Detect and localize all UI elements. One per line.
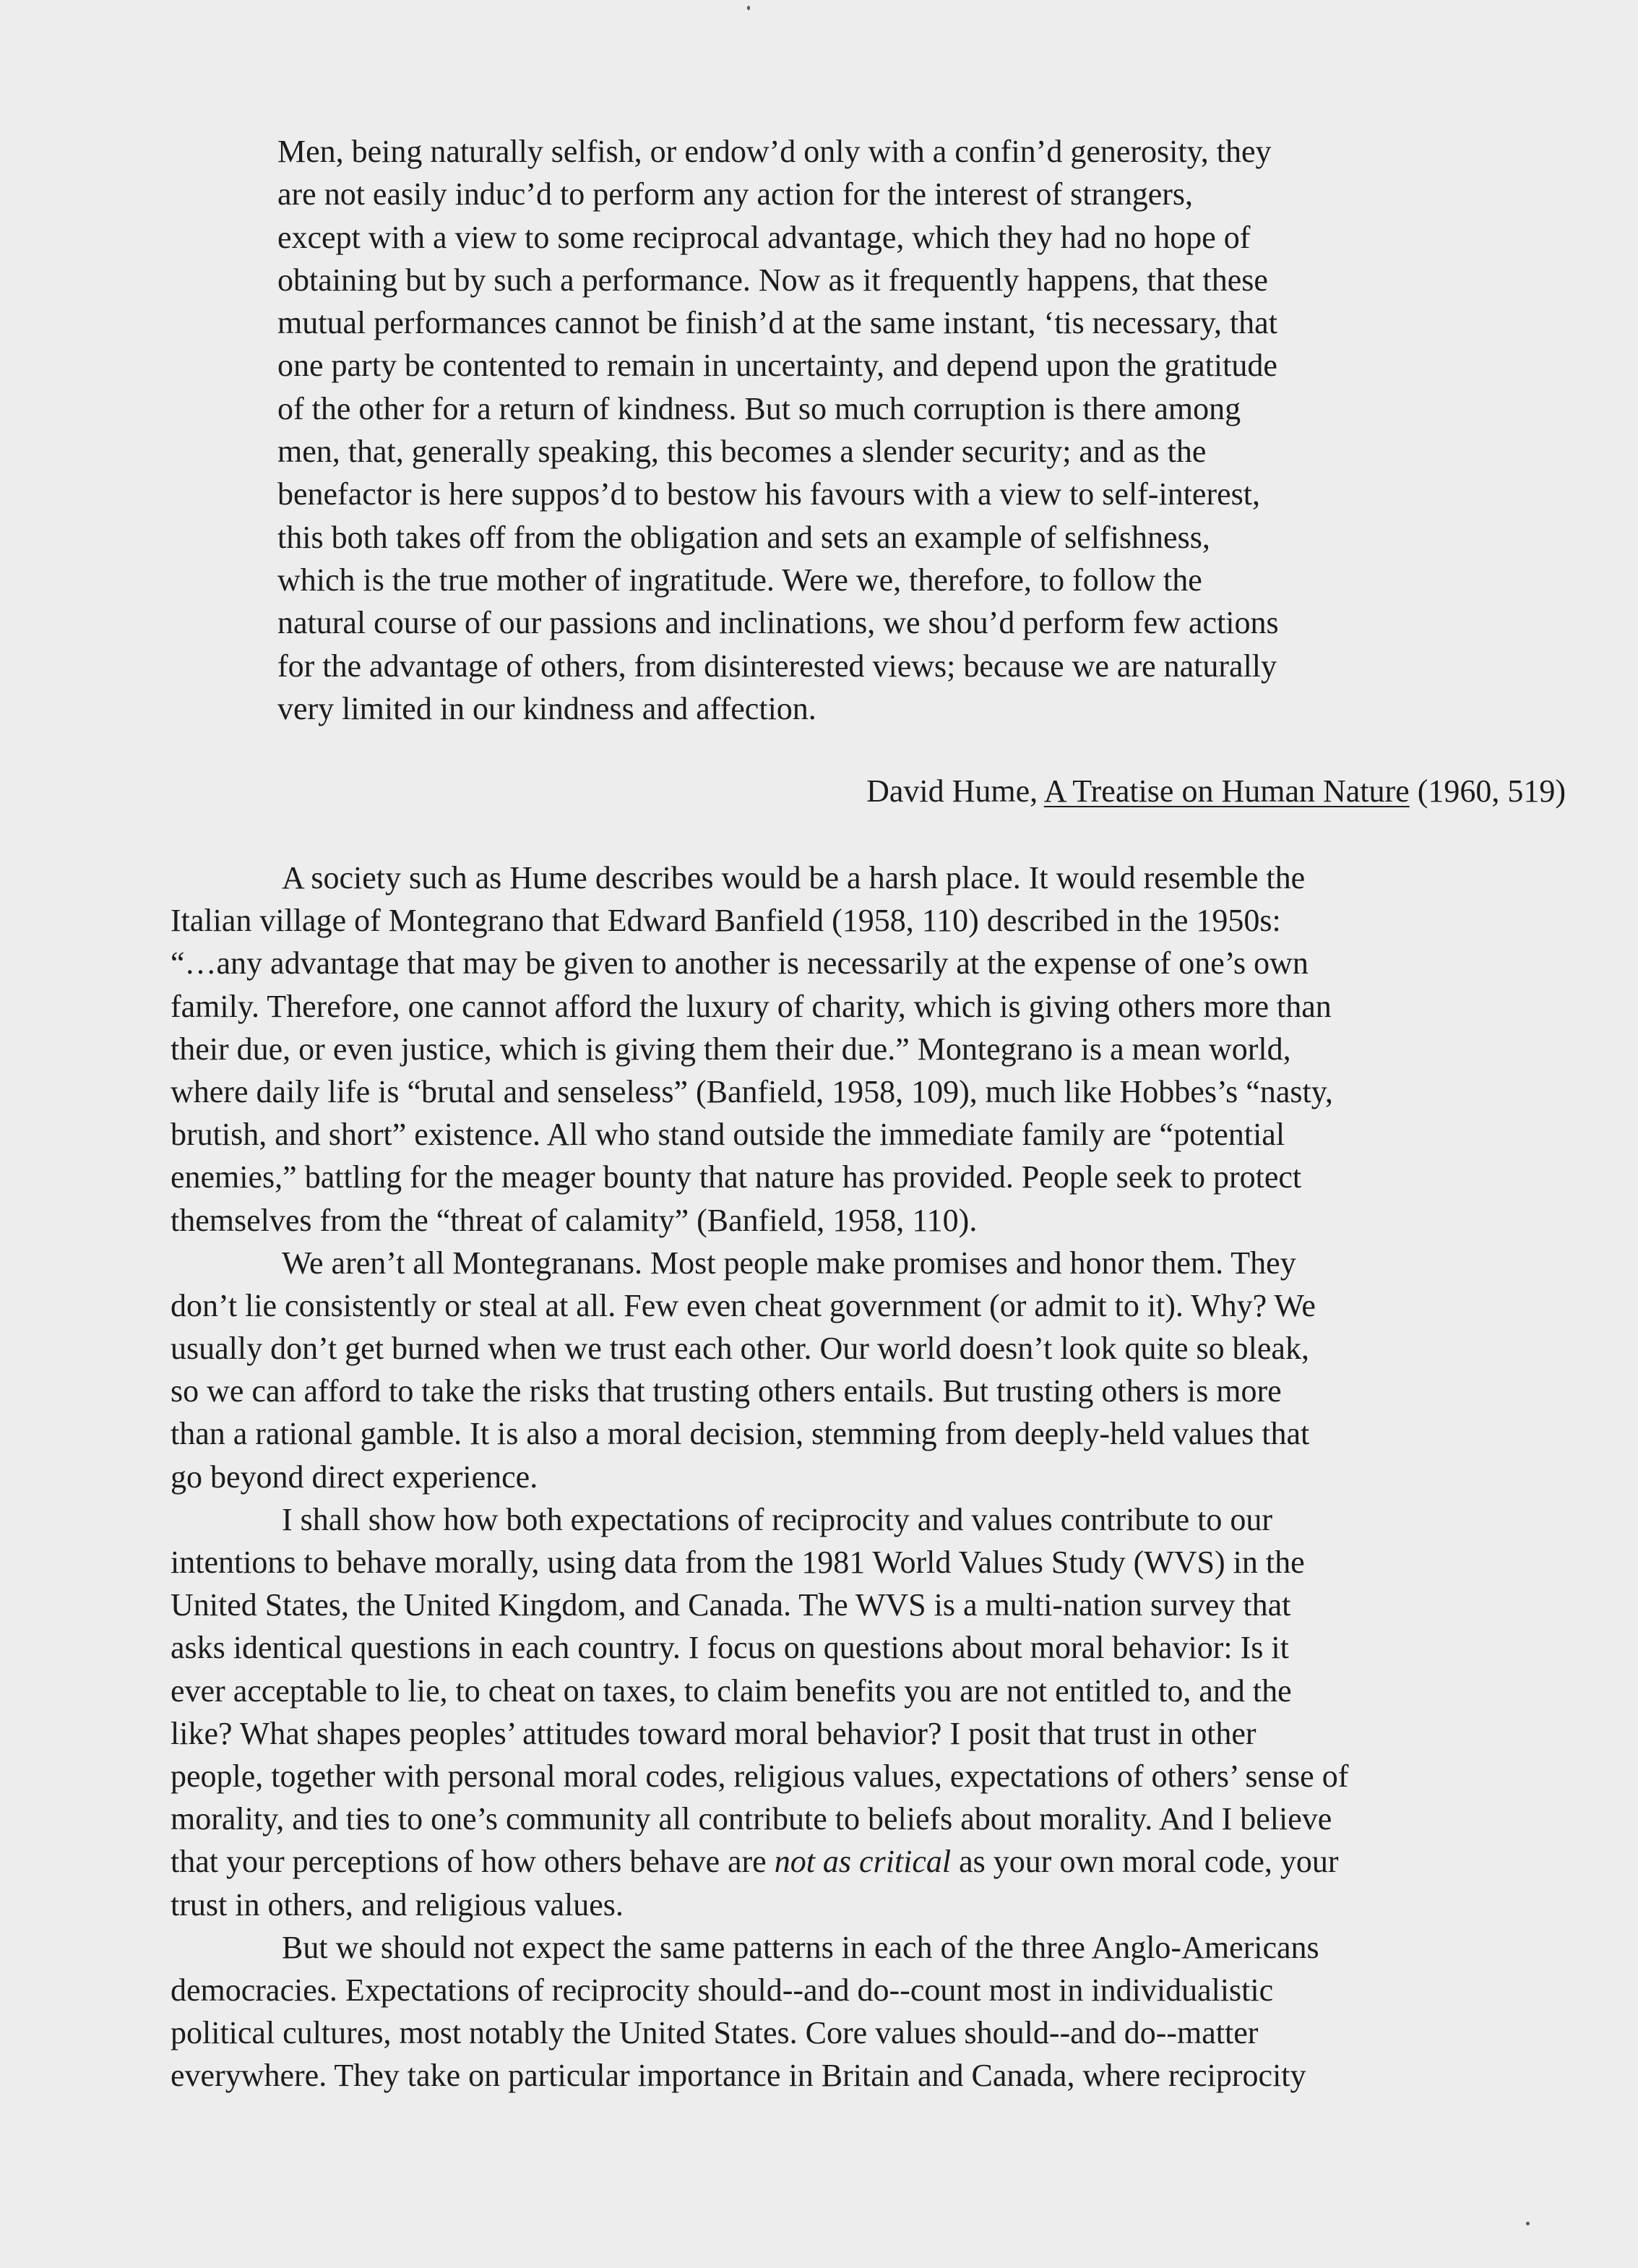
epigraph-line: except with a view to some reciprocal advantage, which they had no hope of [277, 219, 1251, 255]
body-line-text: “…any advantage that may be given to another is necessarily at the expense of one’s own [171, 945, 1309, 981]
epigraph-line: mutual performances cannot be finish’d at the same instant, ‘tis necessary, that [277, 305, 1277, 341]
body-line [171, 1755, 1601, 1797]
scan-speck [1526, 2222, 1530, 2225]
body-line-text: everywhere. They take on particular importance in Britain and Canada, where reciprocity [171, 2058, 1306, 2094]
body-line-text: morality, and ties to one’s community all contribute to beliefs about morality. And I believe [171, 1801, 1332, 1837]
body-line-text: I shall show how both expectations of reciprocity and values contribute to our [282, 1501, 1272, 1537]
body-line [171, 1199, 1601, 1242]
body-line-text: so we can afford to take the risks that trusting others entails. But trusting others is more [171, 1373, 1282, 1409]
body-line [171, 1070, 1601, 1113]
body-line [171, 942, 1601, 984]
body-line [171, 1412, 1601, 1455]
body-text [171, 856, 1601, 2097]
epigraph-line: one party be contented to remain in uncertainty, and depend upon the gratitude [277, 348, 1277, 384]
body-line-text: like? What shapes peoples’ attitudes toward moral behavior? I posit that trust in other [171, 1715, 1256, 1751]
body-line-text: than a rational gamble. It is also a moral decision, stemming from deeply-held values that [171, 1416, 1310, 1452]
body-line [171, 2011, 1601, 2054]
body-line [171, 1584, 1601, 1626]
body-line-text: enemies,” battling for the meager bounty that nature has provided. People seek to protect [171, 1159, 1302, 1195]
body-line [171, 1541, 1601, 1584]
body-line-text: But we should not expect the same patterns in each of the three Anglo-Americans [282, 1929, 1319, 1965]
body-line-text: where daily life is “brutal and senseless” (Banfield, 1958, 109), much like Hobbes’s “nasty, [171, 1073, 1333, 1109]
body-line-text: as your own moral code, your [951, 1844, 1339, 1880]
body-line [171, 1797, 1601, 1840]
body-line-text: themselves from the “threat of calamity” (Banfield, 1958, 110). [171, 1202, 978, 1238]
epigraph-line: very limited in our kindness and affection. [277, 690, 816, 726]
body-line [171, 1840, 1601, 1883]
hume-epigraph [277, 130, 1506, 730]
epigraph-line: men, that, generally speaking, this becomes a slender security; and as the [277, 434, 1207, 470]
paragraph-first-line [171, 1498, 1601, 1541]
epigraph-line: natural course of our passions and inclinations, we shou’d perform few actions [277, 605, 1279, 641]
body-line [171, 1883, 1601, 1926]
body-line [171, 1670, 1601, 1712]
body-line [171, 899, 1601, 942]
body-line-text: trust in others, and religious values. [171, 1886, 624, 1923]
epigraph-line: obtaining but by such a performance. Now as it frequently happens, that these [277, 262, 1268, 298]
body-line-text: asks identical questions in each country. I focus on questions about moral behavior: Is it [171, 1630, 1289, 1666]
epigraph-line: which is the true mother of ingratitude. Were we, therefore, to follow the [277, 562, 1202, 598]
body-line [171, 1113, 1601, 1156]
body-line [171, 1284, 1601, 1327]
body-line-text: don’t lie consistently or steal at all. Few even cheat government (or admit to it). Why? We [171, 1287, 1316, 1323]
body-line-text: go beyond direct experience. [171, 1459, 538, 1495]
epigraph-line: for the advantage of others, from disinterested views; because we are naturally [277, 648, 1277, 684]
attribution-book-title: A Treatise on Human Nature [1043, 773, 1410, 809]
paragraph-first-line [171, 1242, 1601, 1284]
emphasis-text: not as critical [774, 1844, 952, 1880]
attribution-author: David Hume, [866, 773, 1044, 809]
body-line-text: We aren’t all Montegranans. Most people make promises and honor them. They [282, 1245, 1296, 1281]
body-line [171, 2054, 1601, 2097]
body-line-text: brutish, and short” existence. All who stand outside the immediate family are “potential [171, 1117, 1285, 1153]
body-line-text: ever acceptable to lie, to cheat on taxes, to claim benefits you are not entitled to, and the [171, 1672, 1292, 1709]
body-line [171, 1456, 1601, 1498]
body-line [171, 1156, 1601, 1198]
epigraph-line: this both takes off from the obligation and sets an example of selfishness, [277, 519, 1210, 555]
body-line-text: Italian village of Montegrano that Edward Banfield (1958, 110) described in the 1950s: [171, 903, 1281, 939]
body-line [171, 1370, 1601, 1412]
paragraph-first-line [171, 1926, 1601, 1969]
body-line [171, 1327, 1601, 1370]
body-line-text: that your perceptions of how others behave are [171, 1844, 775, 1880]
body-line-text: people, together with personal moral codes, religious values, expectations of others’ sense of [171, 1758, 1349, 1794]
scan-speck [747, 6, 750, 10]
body-line [171, 985, 1601, 1028]
body-line-text: A society such as Hume describes would be a harsh place. It would resemble the [282, 860, 1306, 895]
body-line-text: democracies. Expectations of reciprocity should--and do--count most in individualistic [171, 1972, 1274, 2008]
epigraph-attribution [866, 770, 1566, 813]
attribution-citation: (1960, 519) [1409, 773, 1566, 809]
body-line [171, 1626, 1601, 1669]
body-line [171, 1028, 1601, 1070]
paragraph-first-line [171, 856, 1601, 899]
epigraph-line: are not easily induc’d to perform any action for the interest of strangers, [277, 176, 1193, 212]
body-line-text: intentions to behave morally, using data from the 1981 World Values Study (WVS) in the [171, 1545, 1305, 1580]
body-line-text: usually don’t get burned when we trust each other. Our world doesn’t look quite so bleak, [171, 1331, 1309, 1367]
body-line [171, 1712, 1601, 1755]
body-line-text: political cultures, most notably the United States. Core values should--and do--matter [171, 2015, 1259, 2051]
body-line-text: United States, the United Kingdom, and Canada. The WVS is a multi-nation survey that [171, 1587, 1291, 1623]
body-line-text: their due, or even justice, which is giving them their due.” Montegrano is a mean world, [171, 1031, 1291, 1067]
epigraph-line: of the other for a return of kindness. But so much corruption is there among [277, 390, 1241, 426]
epigraph-line: Men, being naturally selfish, or endow’d only with a confin’d generosity, they [277, 134, 1272, 169]
body-line-text: family. Therefore, one cannot afford the luxury of charity, which is giving others more than [171, 988, 1332, 1024]
epigraph-line: benefactor is here suppos’d to bestow his favours with a view to self-interest, [277, 476, 1260, 512]
body-line [171, 1969, 1601, 2011]
